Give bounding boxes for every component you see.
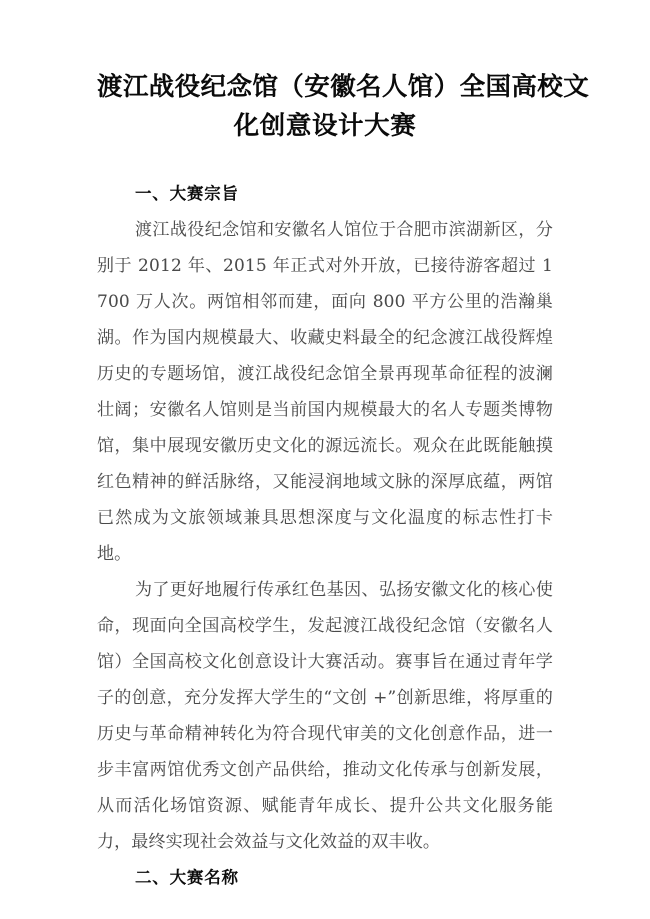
document-body: [97, 176, 553, 896]
page-title-line-1: 渡江战役纪念馆（安徽名人馆）全国高校文: [97, 72, 590, 102]
section-heading-1: 一、大赛宗旨: [135, 184, 239, 203]
section-1-paragraph-1: 渡江战役纪念馆和安徽名人馆位于合肥市滨湖新区，分别于 2012 年、2015 年正式对外开放，已接待游客超过 1700 万人次。两馆相邻而建，面向 800 平方公里的浩瀚巢湖。作为国内规模最大、收藏史料最全的纪念渡江战役辉煌历史的专题场馆，渡江战役纪念馆全景再现革命征程的波澜壮阔；安徽名人馆则是当前国内规模最大的名人专题类博物馆，集中展现安徽历史文化的源远流长。观众在此既能触摸红色精神的鲜活脉络，又能浸润地域文脉的深厚底蕴，两馆已然成为文旅领域兼具思想深度与文化温度的标志性打卡地。: [97, 220, 553, 564]
page-title-line-2: 化创意设计大赛: [233, 111, 417, 141]
section-heading-2: 二、大赛名称: [135, 868, 239, 887]
page-title: [97, 68, 590, 146]
section-1-paragraph-2: 为了更好地履行传承红色基因、弘扬安徽文化的核心使命，现面向全国高校学生，发起渡江战役纪念馆（安徽名人馆）全国高校文化创意设计大赛活动。赛事旨在通过青年学子的创意，充分发挥大学生的“文创 +”创新思维，将厚重的历史与革命精神转化为符合现代审美的文化创意作品，进一步丰富两馆优秀文创产品供给，推动文化传承与创新发展，从而活化场馆资源、赋能青年成长、提升公共文化服务能力，最终实现社会效益与文化效益的双丰收。: [97, 580, 553, 852]
